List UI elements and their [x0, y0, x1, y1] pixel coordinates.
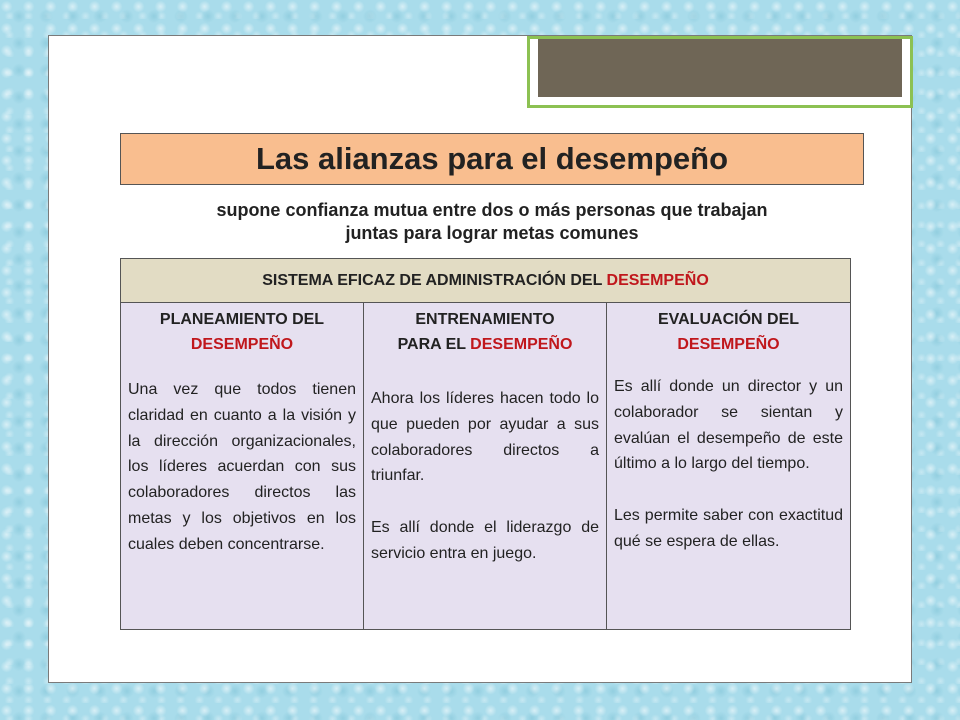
column-title: [614, 307, 843, 357]
column-title: [128, 307, 356, 357]
performance-table: [120, 258, 851, 630]
subtitle-line-1: supone confianza mutua entre dos o más personas que trabajan: [216, 200, 768, 220]
column-title-line1: EVALUACIÓN DEL: [657, 311, 800, 328]
column-title-highlight: DESEMPEÑO: [470, 336, 573, 353]
column-title-line2: [128, 332, 356, 357]
table-columns: [121, 303, 850, 629]
column-evaluacion: [607, 303, 850, 629]
column-title-line1: ENTRENAMIENTO: [415, 311, 555, 328]
subtitle: [120, 199, 864, 245]
table-header: [121, 259, 850, 303]
column-paragraph: Ahora los líderes hacen todo lo que pueden por ayudar a sus colaboradores directos a triunfar.: [371, 390, 599, 485]
page-title: Las alianzas para el desempeño: [255, 141, 729, 176]
column-title-prefix: PARA EL: [397, 336, 471, 353]
column-title-line2: [614, 332, 843, 357]
column-entrenamiento: [364, 303, 607, 629]
column-title: [371, 307, 599, 357]
table-header-highlight: DESEMPEÑO: [606, 271, 709, 289]
title-placeholder-frame: [527, 36, 913, 108]
heading-bar: [120, 133, 864, 185]
subtitle-line-2: juntas para lograr metas comunes: [345, 223, 639, 243]
column-title-highlight: DESEMPEÑO: [190, 336, 294, 353]
column-title-highlight: DESEMPEÑO: [677, 336, 780, 353]
column-paragraph: Una vez que todos tienen claridad en cuanto a la visión y la dirección organizacionales, los líderes acuerdan con sus colaboradores directos las metas y los objetivos en los cuales deben concentrarse.: [128, 381, 356, 553]
column-title-line1: PLANEAMIENTO DEL: [159, 311, 325, 328]
title-placeholder-fill: [538, 39, 902, 97]
column-planeamiento: [121, 303, 364, 629]
column-title-line2: [371, 332, 599, 357]
column-paragraph: Es allí donde un director y un colaborador se sientan y evalúan el desempeño de este último a lo largo del tiempo.: [614, 378, 843, 473]
column-paragraph: Les permite saber con exactitud qué se espera de ellas.: [614, 507, 843, 550]
column-paragraph: Es allí donde el liderazgo de servicio entra en juego.: [371, 519, 599, 562]
table-header-text: SISTEMA EFICAZ DE ADMINISTRACIÓN DEL: [262, 271, 607, 289]
